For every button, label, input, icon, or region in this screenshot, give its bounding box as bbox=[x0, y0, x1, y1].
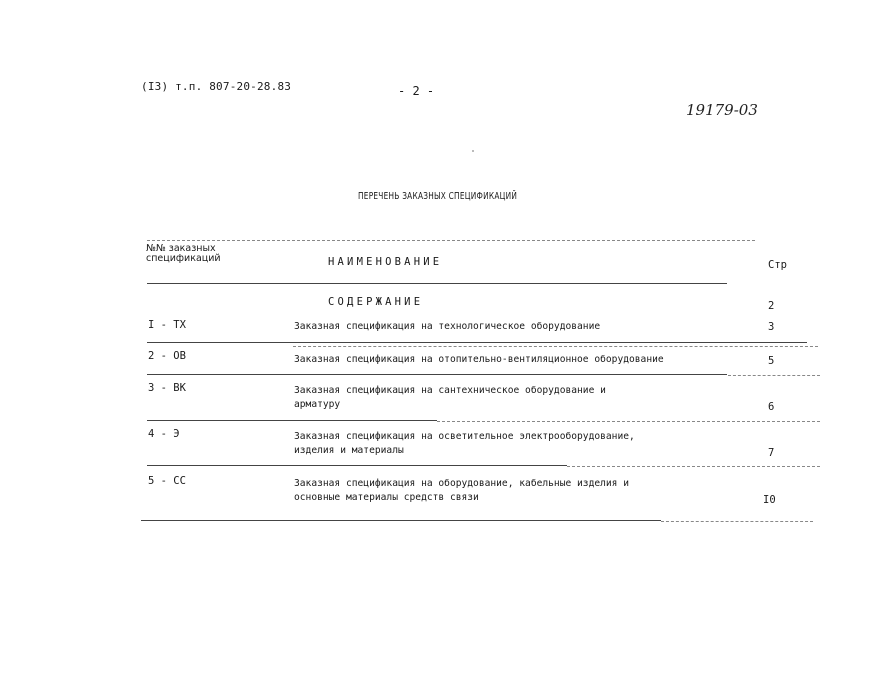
column-header-page: Стр bbox=[768, 259, 787, 271]
row-text-line2: изделия и материалы bbox=[294, 445, 404, 456]
row-number: I - ТХ bbox=[148, 319, 186, 331]
row-divider bbox=[147, 374, 727, 375]
table-bottom-line-faint bbox=[661, 521, 813, 522]
row-number: 3 - ВК bbox=[148, 382, 186, 394]
table-bottom-line bbox=[141, 520, 661, 521]
page-title: ПЕРЕЧЕНЬ ЗАКАЗНЫХ СПЕЦИФИКАЦИЙ bbox=[358, 191, 518, 202]
page-number: - 2 - bbox=[398, 84, 435, 98]
row-number: 4 - Э bbox=[148, 428, 180, 440]
content-page: 2 bbox=[768, 300, 775, 312]
row-number: 5 - СС bbox=[148, 475, 186, 487]
row-page: 5 bbox=[768, 355, 775, 367]
row-text-line2: арматуру bbox=[294, 399, 341, 410]
document-code: (IЗ) т.п. 807-20-28.83 bbox=[141, 80, 292, 93]
row-text-line1: Заказная спецификация на оборудование, кабельные изделия и bbox=[294, 478, 630, 489]
row-divider-faint bbox=[293, 346, 818, 347]
row-text-line1: Заказная спецификация на сантехническое оборудование и bbox=[294, 385, 606, 396]
row-divider bbox=[147, 465, 567, 466]
row-text-line1: Заказная спецификация на осветительное электрооборудование, bbox=[294, 431, 635, 442]
row-text-line1: Заказная спецификация на отопительно-вентиляционное оборудование bbox=[294, 354, 664, 365]
content-label: СОДЕРЖАНИЕ bbox=[328, 296, 424, 308]
row-page: 3 bbox=[768, 321, 775, 333]
column-header-number bbox=[146, 244, 221, 264]
handwritten-number: 19179-03 bbox=[686, 101, 758, 119]
row-page: 7 bbox=[768, 447, 775, 459]
row-divider bbox=[147, 342, 807, 343]
row-page: I0 bbox=[763, 494, 776, 506]
column-header-number-line1: №№ заказных bbox=[146, 243, 216, 254]
header-divider bbox=[147, 283, 727, 284]
row-text-line2: основные материалы средств связи bbox=[294, 492, 479, 503]
row-text-line1: Заказная спецификация на технологическое оборудование bbox=[294, 321, 601, 332]
column-header-number-line2: спецификаций bbox=[146, 253, 221, 264]
row-divider-faint bbox=[728, 375, 820, 376]
scan-speck bbox=[472, 150, 474, 152]
row-page: 6 bbox=[768, 401, 775, 413]
row-divider-faint bbox=[567, 466, 820, 467]
row-divider-faint bbox=[437, 421, 820, 422]
row-divider bbox=[147, 420, 437, 421]
column-header-name: НАИМЕНОВАНИЕ bbox=[328, 256, 443, 268]
row-number: 2 - ОВ bbox=[148, 350, 186, 362]
table-top-line bbox=[147, 240, 755, 241]
